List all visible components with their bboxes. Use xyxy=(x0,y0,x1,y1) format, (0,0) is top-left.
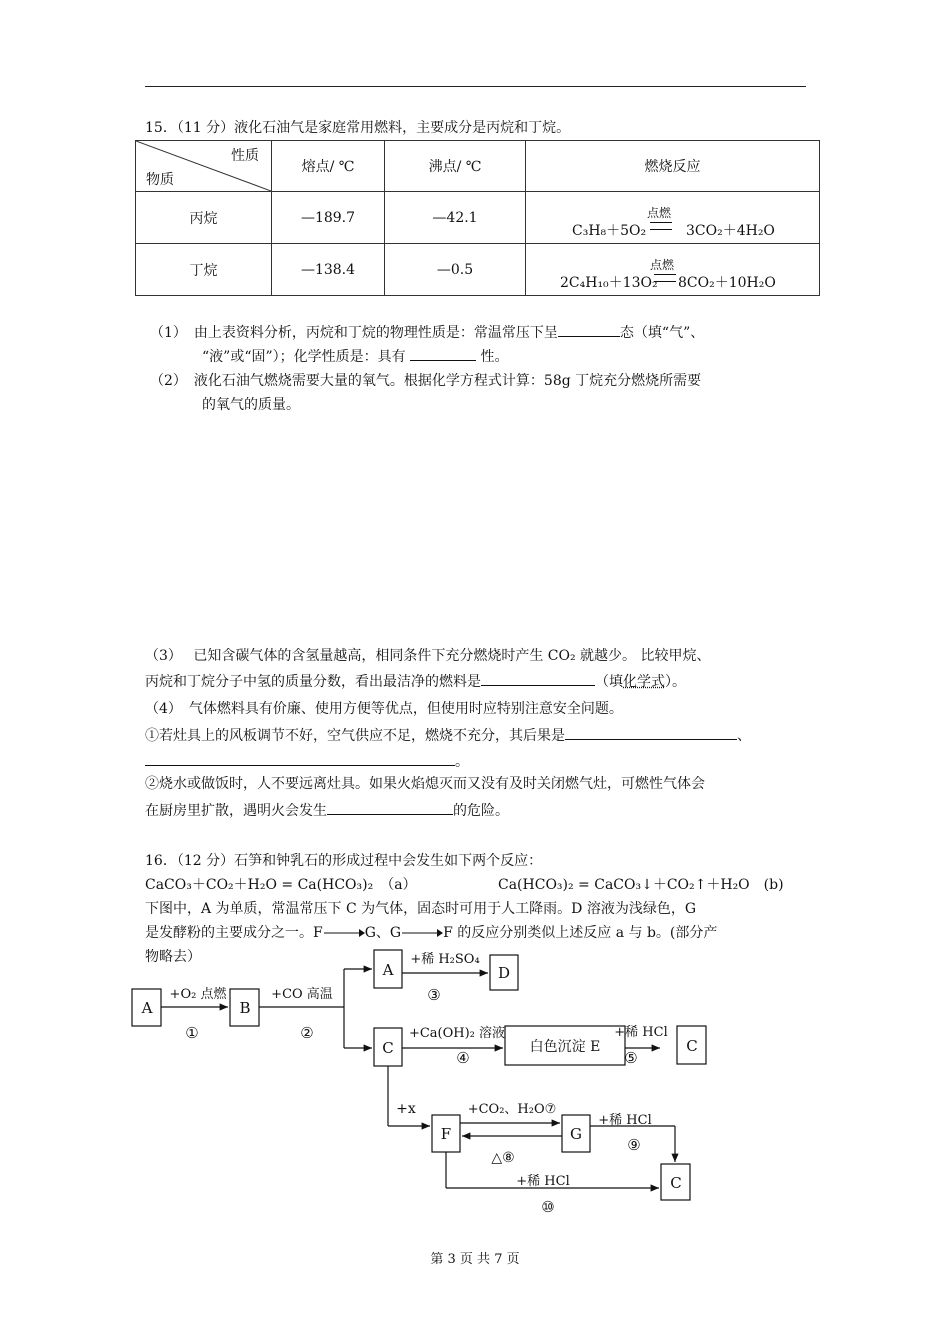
row-boil: —0.5 xyxy=(385,244,526,296)
part1-text-b: 态（填“气”、 xyxy=(619,325,705,341)
reagent-label: +稀 HCl xyxy=(516,1174,570,1189)
reagent-label: +稀 HCl xyxy=(598,1113,652,1128)
reagent-label: +稀 H₂SO₄ xyxy=(410,952,480,967)
part3-text-e: ）。 xyxy=(665,674,686,690)
reagent-label: +CO₂、H₂O⑦ xyxy=(467,1102,557,1117)
q15-part4-line4: ②烧水或做饭时，人不要远离灶具。如果火焰熄灭而又没有及时关闭燃气灶，可燃性气体会 xyxy=(145,776,705,792)
col-header-melt: 熔点/ ℃ xyxy=(272,141,385,192)
reagent-label: +CO 高温 xyxy=(271,987,333,1002)
reagent-label: +x xyxy=(396,1101,416,1117)
q15-heading: 15．（11 分）液化石油气是家庭常用燃料，主要成分是丙烷和丁烷。 xyxy=(145,120,571,136)
part1-text-d: 性。 xyxy=(480,349,509,365)
corner-top-label: 性质 xyxy=(231,148,259,164)
box-label: A xyxy=(141,999,153,1017)
equation-a: CaCO₃＋CO₂＋H₂O = Ca(HCO₃)₂ （a） xyxy=(145,877,417,893)
col-header-reaction: 燃烧反应 xyxy=(526,141,820,192)
box-label: C xyxy=(686,1037,698,1055)
line4-text: 是发酵粉的主要成分之一。F xyxy=(145,925,323,941)
q15-part2-line1: （2） 液化石油气燃烧需要大量的氧气。根据化学方程式计算：58g 丁烷充分燃烧所需要 xyxy=(150,373,702,389)
step-number: ② xyxy=(300,1024,314,1042)
reaction-left: C₃H₈＋5O₂ xyxy=(572,223,647,239)
row-boil: —42.1 xyxy=(385,192,526,244)
reaction-left: 2C₄H₁₀＋13O₂ xyxy=(560,275,658,291)
row-melt: —138.4 xyxy=(272,244,385,296)
reagent-label: △⑧ xyxy=(491,1150,515,1166)
part3-text-c: （填 xyxy=(595,674,623,690)
box-label: B xyxy=(239,999,251,1017)
step-number: ① xyxy=(185,1024,199,1042)
q16-line5: 物略去） xyxy=(145,949,201,965)
part4-text-c: 、 xyxy=(737,728,751,744)
line4-text-b: G、G xyxy=(364,925,402,941)
part3-text: 丙烷和丁烷分子中氢的质量分数，看出最洁净的燃料是 xyxy=(145,674,481,690)
box-label: C xyxy=(382,1039,394,1057)
reagent-label: +稀 HCl xyxy=(614,1025,668,1040)
part3-emphasis: 化学式 xyxy=(623,674,665,690)
q16-heading: 16．（12 分）石笋和钟乳石的形成过程中会发生如下两个反应： xyxy=(145,853,543,869)
step-number: ⑤ xyxy=(624,1049,638,1067)
equation-b: Ca(HCO₃)₂ = CaCO₃↓＋CO₂↑＋H₂O (b) xyxy=(498,877,784,893)
reaction-condition: 点燃 xyxy=(650,258,675,272)
box-label: D xyxy=(497,964,511,982)
page-footer: 第 3 页 共 7 页 xyxy=(430,1252,520,1267)
part4-text: ①若灶具上的风板调节不好，空气供应不足，燃烧不充分，其后果是 xyxy=(145,728,565,744)
box-label: A xyxy=(382,961,394,979)
reagent-label: +Ca(OH)₂ 溶液 xyxy=(408,1026,506,1041)
q15-part3-line1: （3） 已知含碳气体的含氢量越高，相同条件下充分燃烧时产生 CO₂ 就越少。 比较甲烷、 xyxy=(145,648,711,664)
step-number: ⑨ xyxy=(627,1136,641,1154)
box-label: F xyxy=(440,1125,452,1143)
q15-part4-line1: （4） 气体燃料具有价廉、使用方便等优点，但使用时应特别注意安全问题。 xyxy=(145,701,623,717)
q15-part2-line2: 的氧气的质量。 xyxy=(202,397,300,413)
step-number: ③ xyxy=(427,986,441,1004)
row-name: 丙烷 xyxy=(136,192,272,244)
step-number: ④ xyxy=(456,1049,470,1067)
reaction-right: 8CO₂＋10H₂O xyxy=(678,275,776,291)
part4-text-f: 在厨房里扩散，遇明火会发生 xyxy=(145,803,327,819)
part1-text-c: “液”或“固”）；化学性质是：具有 xyxy=(202,349,406,365)
q16-line3: 下图中，A 为单质，常温常压下 C 为气体，固态时可用于人工降雨。D 溶液为浅绿色，G xyxy=(145,901,697,917)
reagent-label: +O₂ 点燃 xyxy=(169,987,227,1002)
reaction-condition: 点燃 xyxy=(647,206,672,220)
col-header-boil: 沸点/ ℃ xyxy=(385,141,526,192)
corner-bottom-label: 物质 xyxy=(146,172,174,188)
part4-text-g: 的危险。 xyxy=(453,803,509,819)
box-label: C xyxy=(670,1174,682,1192)
row-melt: —189.7 xyxy=(272,192,385,244)
box-label: 白色沉淀 E xyxy=(529,1039,601,1055)
row-name: 丁烷 xyxy=(136,244,272,296)
box-label: G xyxy=(570,1125,582,1143)
line4-text-c: F 的反应分别类似上述反应 a 与 b。(部分产 xyxy=(443,925,718,941)
reaction-right: 3CO₂＋4H₂O xyxy=(686,223,775,239)
part4-text-d: 。 xyxy=(455,754,469,770)
step-number: ⑩ xyxy=(541,1198,555,1216)
part1-text: （1） 由上表资料分析，丙烷和丁烷的物理性质是：常温常压下呈 xyxy=(150,325,558,341)
